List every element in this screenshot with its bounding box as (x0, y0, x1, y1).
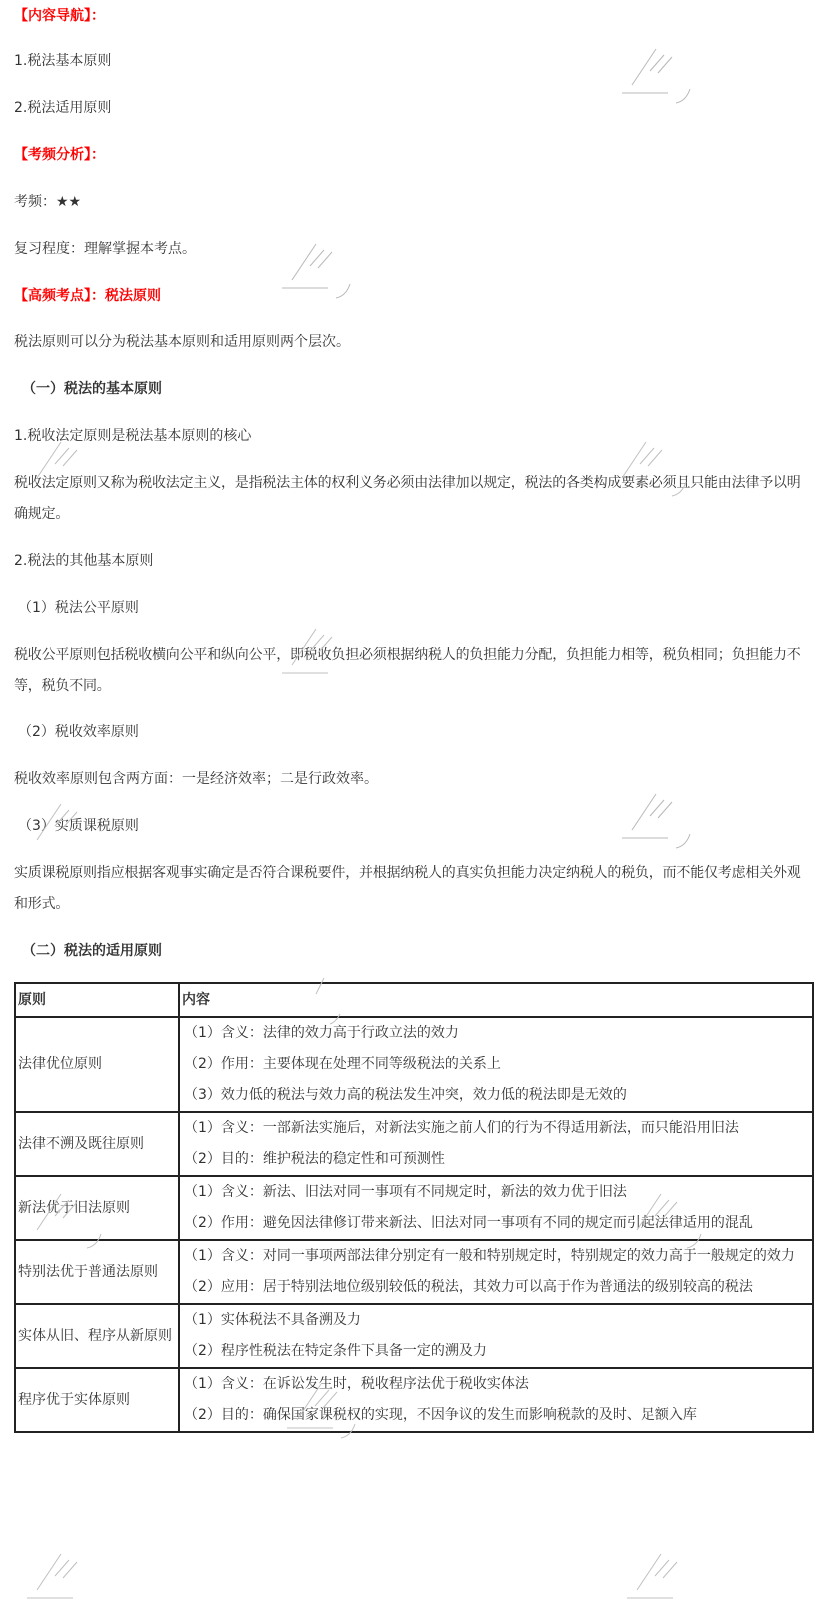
principle-cell: 法律不溯及既往原则 (15, 1112, 179, 1176)
table-row (15, 1240, 813, 1304)
principle-efficiency-text: 税收效率原则包含两方面：一是经济效率；二是行政效率。 (14, 771, 378, 787)
watermark-icon (620, 45, 710, 105)
analysis-heading: 【考频分析】： (14, 147, 105, 163)
content-cell (179, 1240, 813, 1304)
content-item: （1）实体税法不具备溯及力 (184, 1312, 361, 1328)
content-item: （3）效力低的税法与效力高的税法发生冲突，效力低的税法即是无效的 (184, 1087, 627, 1103)
key-point-heading: 【高频考点】：税法原则 (14, 288, 161, 304)
watermark-icon (625, 1550, 715, 1610)
section1-title: （一）税法的基本原则 (22, 381, 162, 397)
section1-sub2-title: 2.税法的其他基本原则 (14, 553, 154, 569)
table-row (15, 1112, 813, 1176)
principle-cell: 新法优于旧法原则 (15, 1176, 179, 1240)
table-row (15, 1176, 813, 1240)
content-cell (179, 1304, 813, 1368)
content-item: （2）作用：主要体现在处理不同等级税法的关系上 (184, 1056, 501, 1072)
content-item: （1）含义：新法、旧法对同一事项有不同规定时，新法的效力优于旧法 (184, 1184, 627, 1200)
content-cell (179, 1112, 813, 1176)
application-principles-table (14, 982, 814, 1433)
principle-cell: 特别法优于普通法原则 (15, 1240, 179, 1304)
principle-substance-title: （3）实质课税原则 (18, 818, 139, 834)
table-row (15, 1017, 813, 1112)
section1-sub1-title: 1.税收法定原则是税法基本原则的核心 (14, 428, 252, 444)
watermark-icon (620, 790, 710, 850)
table-header-principle: 原则 (15, 983, 179, 1017)
content-cell (179, 1176, 813, 1240)
section1-sub1-text: 税收法定原则又称为税收法定主义，是指税法主体的权利义务必须由法律加以规定，税法的各类构成要素必须且只能由法律予以明确规定。 (14, 475, 801, 522)
table-header-row (15, 983, 813, 1017)
nav-item-1: 1.税法基本原则 (14, 53, 112, 69)
section2-title: （二）税法的适用原则 (22, 943, 162, 959)
content-item: （2）程序性税法在特定条件下具备一定的溯及力 (184, 1343, 487, 1359)
table-row (15, 1368, 813, 1432)
content-item: （2）目的：维护税法的稳定性和可预测性 (184, 1151, 445, 1167)
content-item: （2）目的：确保国家课税权的实现，不因争议的发生而影响税款的及时、足额入库 (184, 1407, 697, 1423)
content-item: （1）含义：一部新法实施后，对新法实施之前人们的行为不得适用新法，而只能沿用旧法 (184, 1120, 739, 1136)
principle-fairness-title: （1）税法公平原则 (18, 600, 139, 616)
content-item: （1）含义：对同一事项两部法律分别定有一般和特别规定时，特别规定的效力高于一般规定的效力 (184, 1248, 795, 1264)
content-item: （2）作用：避免因法律修订带来新法、旧法对同一事项有不同的规定而引起法律适用的混乱 (184, 1215, 753, 1231)
principle-substance-text: 实质课税原则指应根据客观事实确定是否符合课税要件，并根据纳税人的真实负担能力决定纳税人的税负，而不能仅考虑相关外观和形式。 (14, 865, 801, 912)
watermark-icon (280, 240, 370, 300)
review-level-text: 复习程度：理解掌握本考点。 (14, 241, 196, 257)
content-item: （1）含义：在诉讼发生时，税收程序法优于税收实体法 (184, 1376, 529, 1392)
intro-text: 税法原则可以分为税法基本原则和适用原则两个层次。 (14, 334, 350, 350)
content-item: （1）含义：法律的效力高于行政立法的效力 (184, 1025, 459, 1041)
table-header-content: 内容 (179, 983, 813, 1017)
principle-efficiency-title: （2）税收效率原则 (18, 724, 139, 740)
principle-cell: 法律优位原则 (15, 1017, 179, 1112)
content-cell (179, 1017, 813, 1112)
principle-cell: 程序优于实体原则 (15, 1368, 179, 1432)
nav-item-2: 2.税法适用原则 (14, 100, 112, 116)
principle-fairness-text: 税收公平原则包括税收横向公平和纵向公平，即税收负担必须根据纳税人的负担能力分配，负担能力相等，税负相同；负担能力不等，税负不同。 (14, 647, 801, 694)
nav-heading: 【内容导航】： (14, 8, 105, 24)
principle-cell: 实体从旧、程序从新原则 (15, 1304, 179, 1368)
watermark-icon (25, 1550, 115, 1610)
frequency-text: 考频：★★ (14, 194, 82, 210)
content-cell (179, 1368, 813, 1432)
content-item: （2）应用：居于特别法地位级别较低的税法，其效力可以高于作为普通法的级别较高的税法 (184, 1279, 753, 1295)
table-row (15, 1304, 813, 1368)
